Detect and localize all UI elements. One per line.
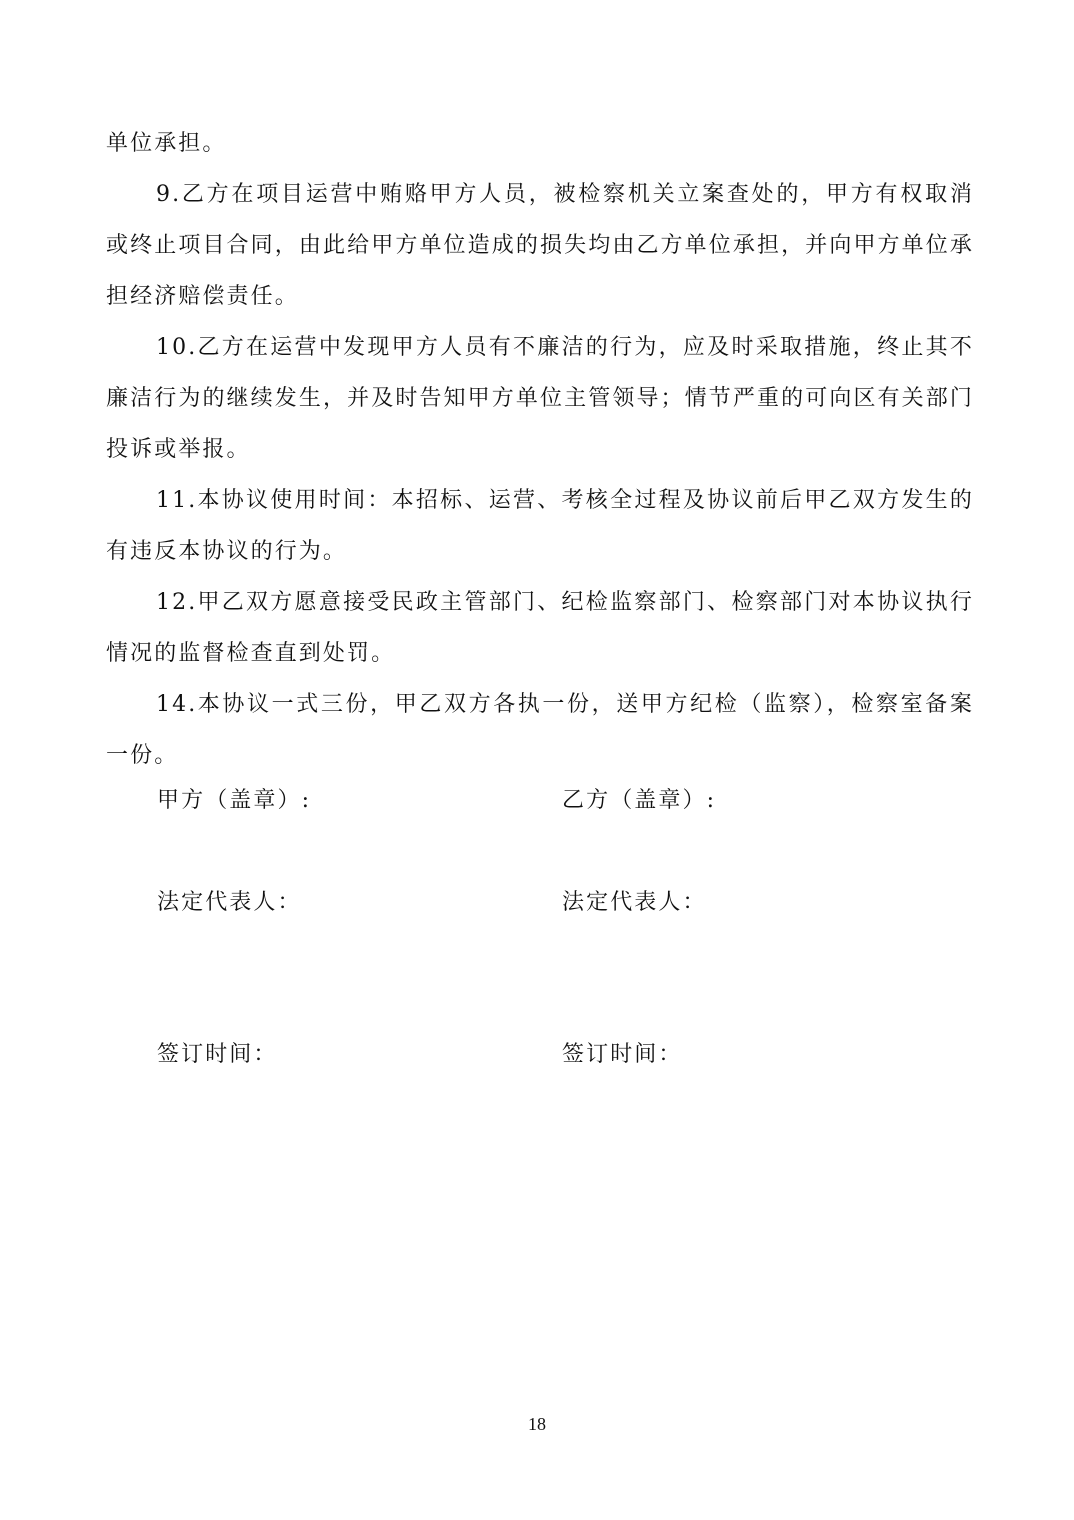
clause-10: 10.乙方在运营中发现甲方人员有不廉洁的行为，应及时采取措施，终止其不廉洁行为的继续发生，并及时告知甲方单位主管领导；情节严重的可向区有关部门投诉或举报。: [106, 335, 974, 462]
party-a-signing-date-label: 签订时间：: [157, 1042, 278, 1067]
clause-12: 12.甲乙双方愿意接受民政主管部门、纪检监察部门、检察部门对本协议执行情况的监督检查直到处罚。: [106, 590, 974, 666]
clause-11: 11.本协议使用时间：本招标、运营、考核全过程及协议前后甲乙双方发生的有违反本协议的行为。: [106, 488, 974, 564]
page-number: 18: [528, 1414, 546, 1434]
party-a-seal-label: 甲方（盖章）:: [157, 788, 312, 813]
document-body: [106, 118, 974, 781]
clause-14: 14.本协议一式三份，甲乙双方各执一份，送甲方纪检（监察），检察室备案一份。: [106, 692, 974, 768]
party-b-signing-date-label: 签订时间：: [562, 1042, 683, 1067]
clause-9: 9.乙方在项目运营中贿赂甲方人员，被检察机关立案查处的，甲方有权取消或终止项目合同，由此给甲方单位造成的损失均由乙方单位承担，并向甲方单位承担经济赔偿责任。: [106, 182, 974, 309]
continuation-text: 单位承担。: [106, 131, 227, 156]
party-a-representative-label: 法定代表人：: [157, 890, 302, 915]
party-b-representative-label: 法定代表人：: [562, 890, 707, 915]
party-b-seal-label: 乙方（盖章）:: [562, 788, 717, 813]
